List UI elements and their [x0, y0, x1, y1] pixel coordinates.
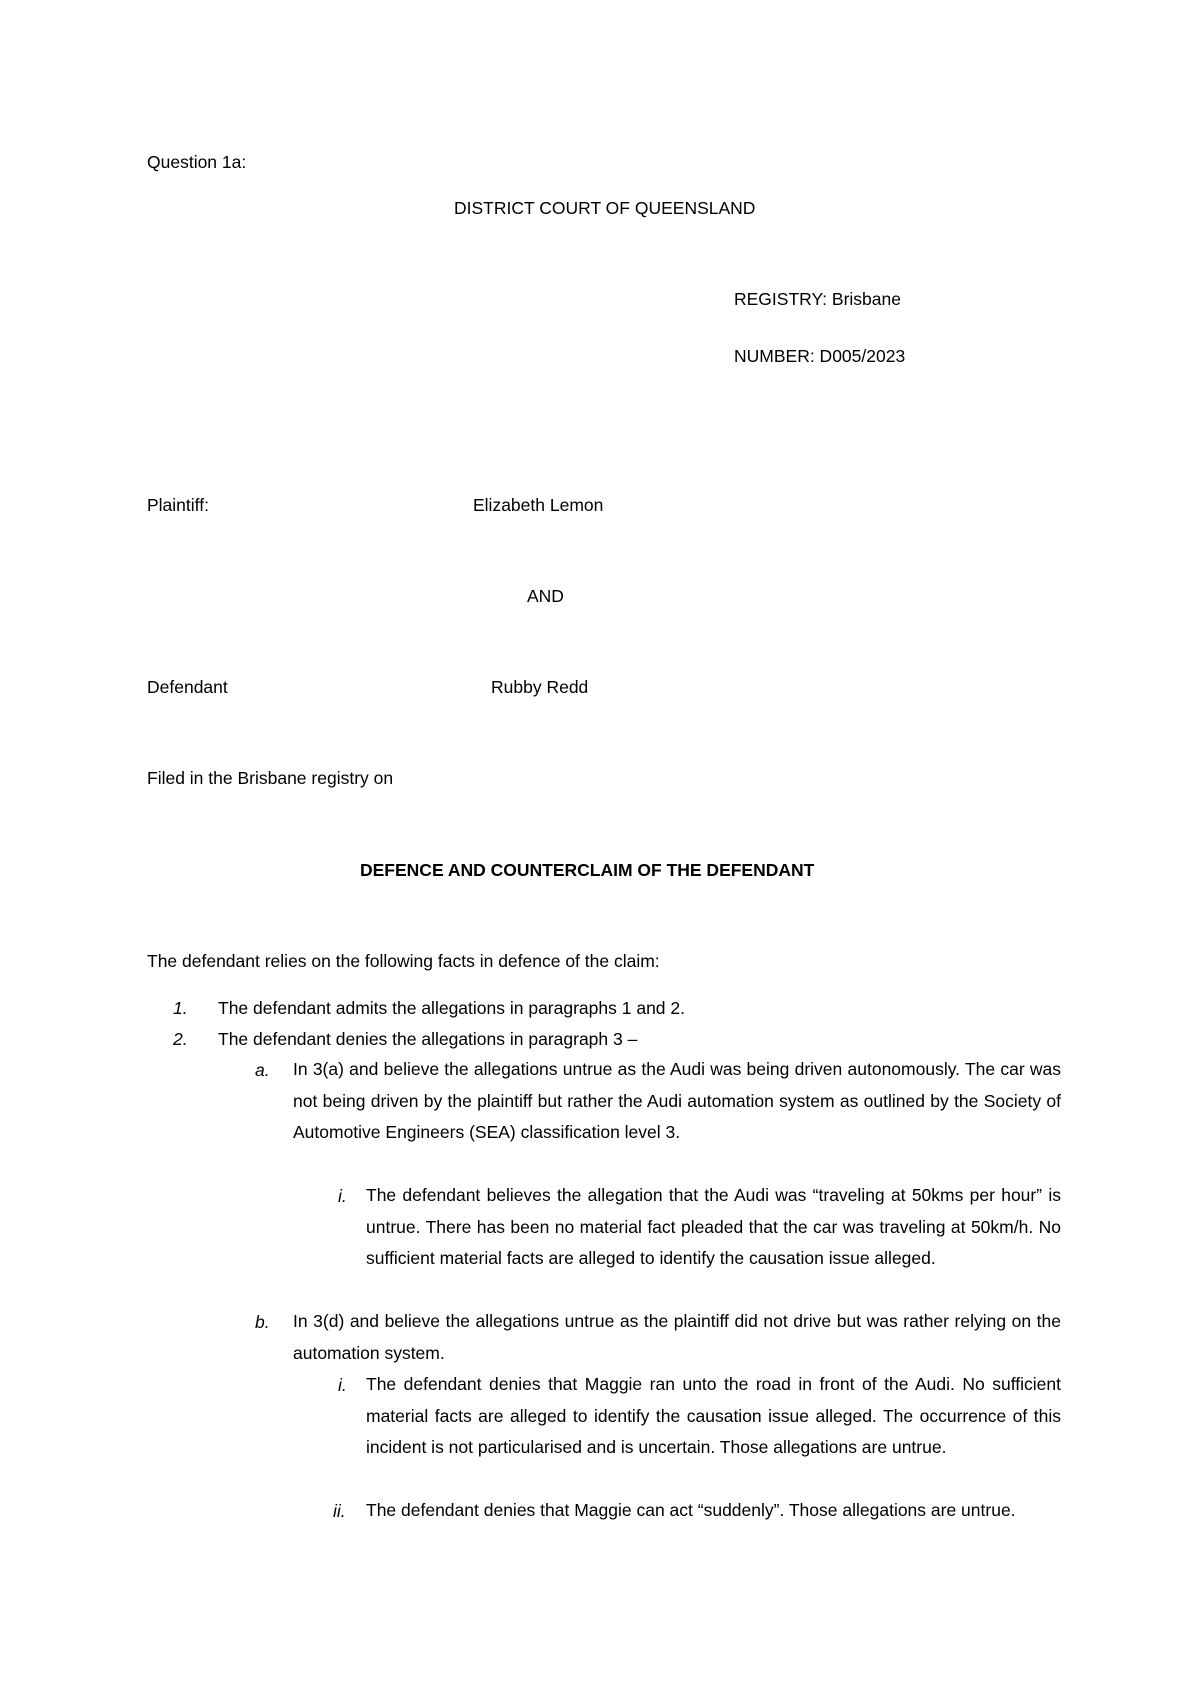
sub-sub-item: The defendant denies that Maggie can act “suddenly”. Those allegations are untrue.: [366, 1500, 1016, 1520]
sub-item-marker: b.: [255, 1312, 270, 1332]
case-number: NUMBER: D005/2023: [734, 346, 906, 366]
defendant-label: Defendant: [147, 677, 228, 697]
defendant-name: Rubby Redd: [491, 677, 589, 697]
document-heading: DEFENCE AND COUNTERCLAIM OF THE DEFENDANT: [360, 860, 815, 880]
intro-text: The defendant relies on the following facts in defence of the claim:: [147, 951, 660, 971]
sub-sub-item-marker: ii.: [333, 1501, 346, 1521]
sub-item: In 3(d) and believe the allegations untrue as the plaintiff did not drive but was rather relying on the automation system.: [293, 1311, 1061, 1363]
sub-item-marker: a.: [255, 1060, 270, 1080]
and-separator: AND: [527, 586, 564, 606]
filed-text: Filed in the Brisbane registry on: [147, 768, 394, 788]
question-label: Question 1a:: [147, 152, 247, 172]
item-marker: 2.: [173, 1029, 188, 1049]
sub-sub-item-marker: i.: [338, 1186, 347, 1206]
list-item: The defendant admits the allegations in paragraphs 1 and 2.: [218, 998, 685, 1018]
court-name: DISTRICT COURT OF QUEENSLAND: [454, 198, 756, 218]
registry-line: REGISTRY: Brisbane: [734, 289, 901, 309]
list-item: The defendant denies the allegations in paragraph 3 –: [218, 1029, 638, 1049]
sub-item: In 3(a) and believe the allegations untrue as the Audi was being driven autonomously. The car was not being driven by the plaintiff but rather the Audi automation system as outlined by the Society of Automotive Engineers (SEA) classification level 3.: [293, 1059, 1061, 1142]
sub-sub-item-marker: i.: [338, 1375, 347, 1395]
sub-sub-item: The defendant denies that Maggie ran unto the road in front of the Audi. No sufficient material facts are alleged to identify the causation issue alleged. The occurrence of this incident is not particularised and is uncertain. Those allegations are untrue.: [366, 1374, 1061, 1457]
plaintiff-label: Plaintiff:: [147, 495, 209, 515]
item-marker: 1.: [173, 998, 188, 1018]
sub-sub-item: The defendant believes the allegation that the Audi was “traveling at 50kms per hour” is untrue. There has been no material fact pleaded that the car was traveling at 50km/h. No sufficient material facts are alleged to identify the causation issue alleged.: [366, 1185, 1061, 1268]
plaintiff-name: Elizabeth Lemon: [473, 495, 604, 515]
